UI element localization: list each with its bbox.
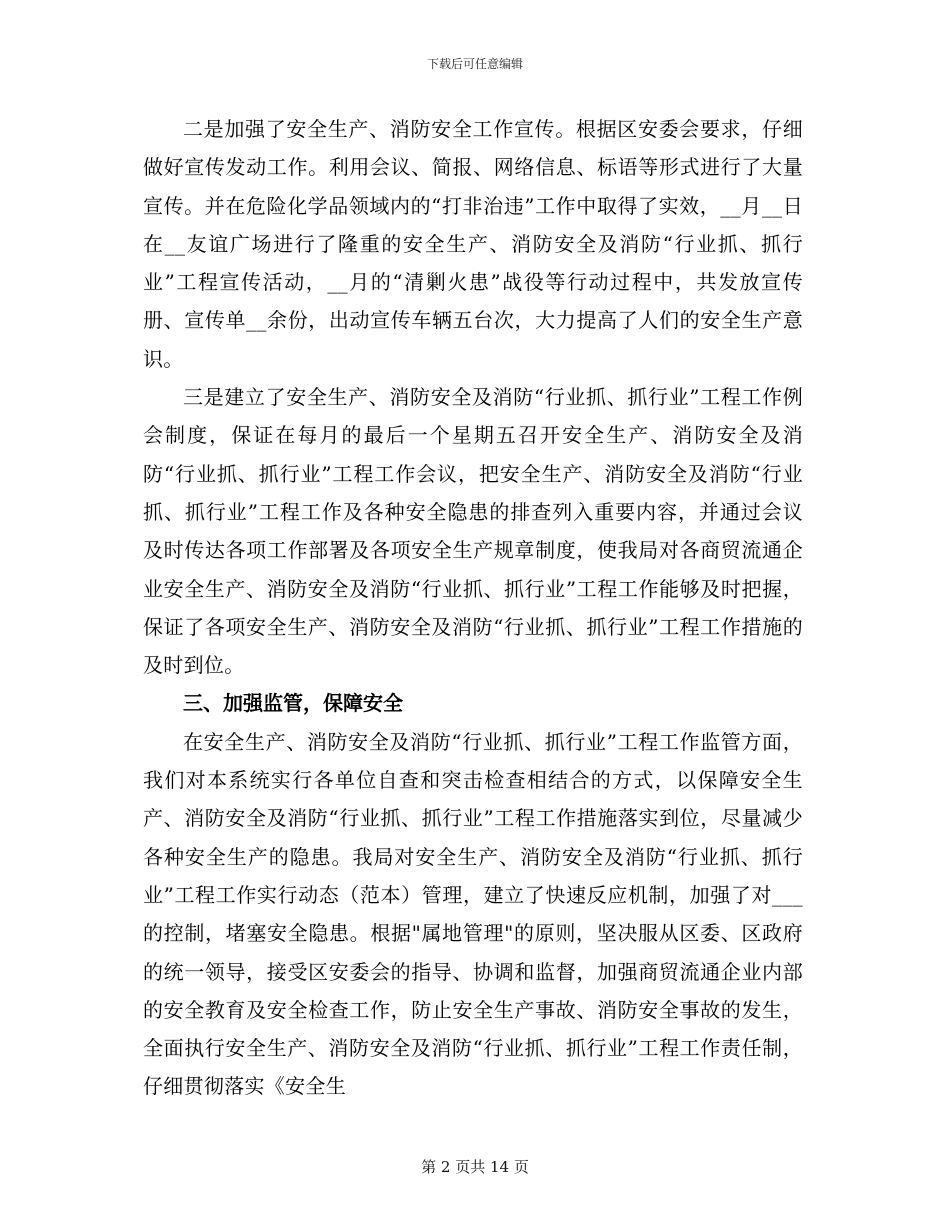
- paragraph-supervision: 在安全生产、消防安全及消防“行业抓、抓行业”工程工作监管方面，我们对本系统实行各单位自查和突击检查相结合的方式，以保障安全生产、消防安全及消防“行业抓、抓行业”工程工作措施落实到位，尽量减少各种安全生产的隐患。我局对安全生产、消防安全及消防“行业抓、抓行业”工程工作实行动态（范本）管理，建立了快速反应机制，加强了对___的控制，堵塞安全隐患。根据"属地管理"的原则，坚决服从区委、区政府的统一领导，接受区安委会的指导、协调和监督，加强商贸流通企业内部的安全教育及安全检查工作，防止安全生产事故、消防安全事故的发生，全面执行安全生产、消防安全及消防“行业抓、抓行业”工程工作责任制，仔细贯彻落实《安全生: [143, 729, 803, 1099]
- page-header-note: 下载后可任意编辑: [426, 57, 523, 71]
- section-heading-supervision: 三、加强监管，保障安全: [183, 691, 403, 716]
- page-number-footer: 第 2 页共 14 页: [421, 1158, 529, 1176]
- document-body: [143, 110, 803, 1106]
- paragraph-meeting-system: 三是建立了安全生产、消防安全及消防“行业抓、抓行业”工程工作例会制度，保证在每月的最后一个星期五召开安全生产、消防安全及消防“行业抓、抓行业”工程工作会议，把安全生产、消防安全及消防“行业抓、抓行业”工程工作及各种安全隐患的排查列入重要内容，并通过会议及时传达各项工作部署及各项安全生产规章制度，使我局对各商贸流通企业安全生产、消防安全及消防“行业抓、抓行业”工程工作能够及时把握，保证了各项安全生产、消防安全及消防“行业抓、抓行业”工程工作措施的及时到位。: [143, 385, 803, 678]
- paragraph-publicity: 二是加强了安全生产、消防安全工作宣传。根据区安委会要求，仔细做好宣传发动工作。利用会议、简报、网络信息、标语等形式进行了大量宣传。并在危险化学品领域内的“打非治违”工作中取得了实效，__月__日在__友谊广场进行了隆重的安全生产、消防安全及消防“行业抓、抓行业”工程宣传活动，__月的“清剿火患”战役等行动过程中，共发放宣传册、宣传单__余份，出动宣传车辆五台次，大力提高了人们的安全生产意识。: [143, 117, 803, 371]
